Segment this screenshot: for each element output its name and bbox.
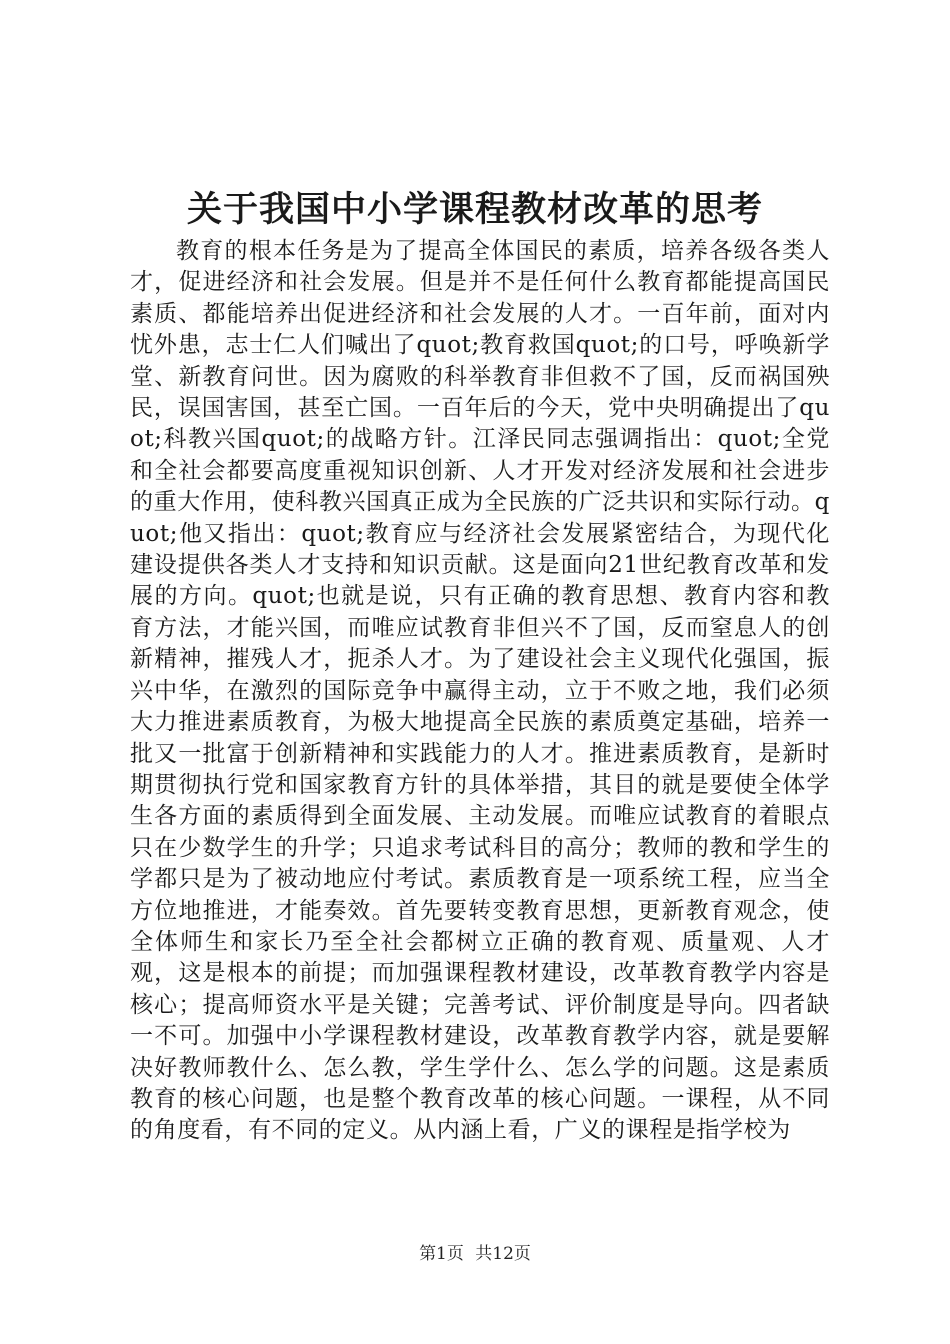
document-body-paragraph: 教育的根本任务是为了提高全体国民的素质，培养各级各类人才，促进经济和社会发展。但是并不是任何什么教育都能提高国民素质、都能培养出促进经济和社会发展的人才。一百年前，面对内忧外患，志士仁人们喊出了quot;教育救国quot;的口号，呼唤新学堂、新教育问世。因为腐败的科举教育非但救不了国，反而祸国殃民，误国害国，甚至亡国。一百年后的今天，党中央明确提出了quot;科教兴国quot;的战略方针。江泽民同志强调指出：quot;全党和全社会都要高度重视知识创新、人才开发对经济发展和社会进步的重大作用，使科教兴国真正成为全民族的广泛共识和实际行动。quot;他又指出：quot;教育应与经济社会发展紧密结合，为现代化建设提供各类人才支持和知识贡献。这是面向21世纪教育改革和发展的方向。quot;也就是说，只有正确的教育思想、教育内容和教育方法，才能兴国，而唯应试教育非但兴不了国，反而窒息人的创新精神，摧残人才，扼杀人才。为了建设社会主义现代化强国，振兴中华，在激烈的国际竞争中赢得主动，立于不败之地，我们必须大力推进素质教育，为极大地提高全民族的素质奠定基础，培养一批又一批富于创新精神和实践能力的人才。推进素质教育，是新时期贯彻执行党和国家教育方针的具体举措，其目的就是要使全体学生各方面的素质得到全面发展、主动发展。而唯应试教育的着眼点只在少数学生的升学；只追求考试科目的高分；教师的教和学生的学都只是为了被动地应付考试。素质教育是一项系统工程，应当全方位地推进，才能奏效。首先要转变教育思想，更新教育观念，使全体师生和家长乃至全社会都树立正确的教育观、质量观、人才观，这是根本的前提；而加强课程教材建设，改革教育教学内容是核心；提高师资水平是关键；完善考试、评价制度是导向。四者缺一不可。加强中小学课程教材建设，改革教育教学内容，就是要解决好教师教什么、怎么教，学生学什么、怎么学的问题。这是素质教育的核心问题，也是整个教育改革的核心问题。一课程，从不同的角度看，有不同的定义。从内涵上看，广义的课程是指学校为 (130, 238, 830, 1144)
document-title: 关于我国中小学课程教材改革的思考 (186, 189, 763, 230)
page-total: 共12页 (475, 1244, 531, 1264)
page-number: 第1页 (419, 1244, 464, 1264)
page-footer (0, 1242, 950, 1266)
